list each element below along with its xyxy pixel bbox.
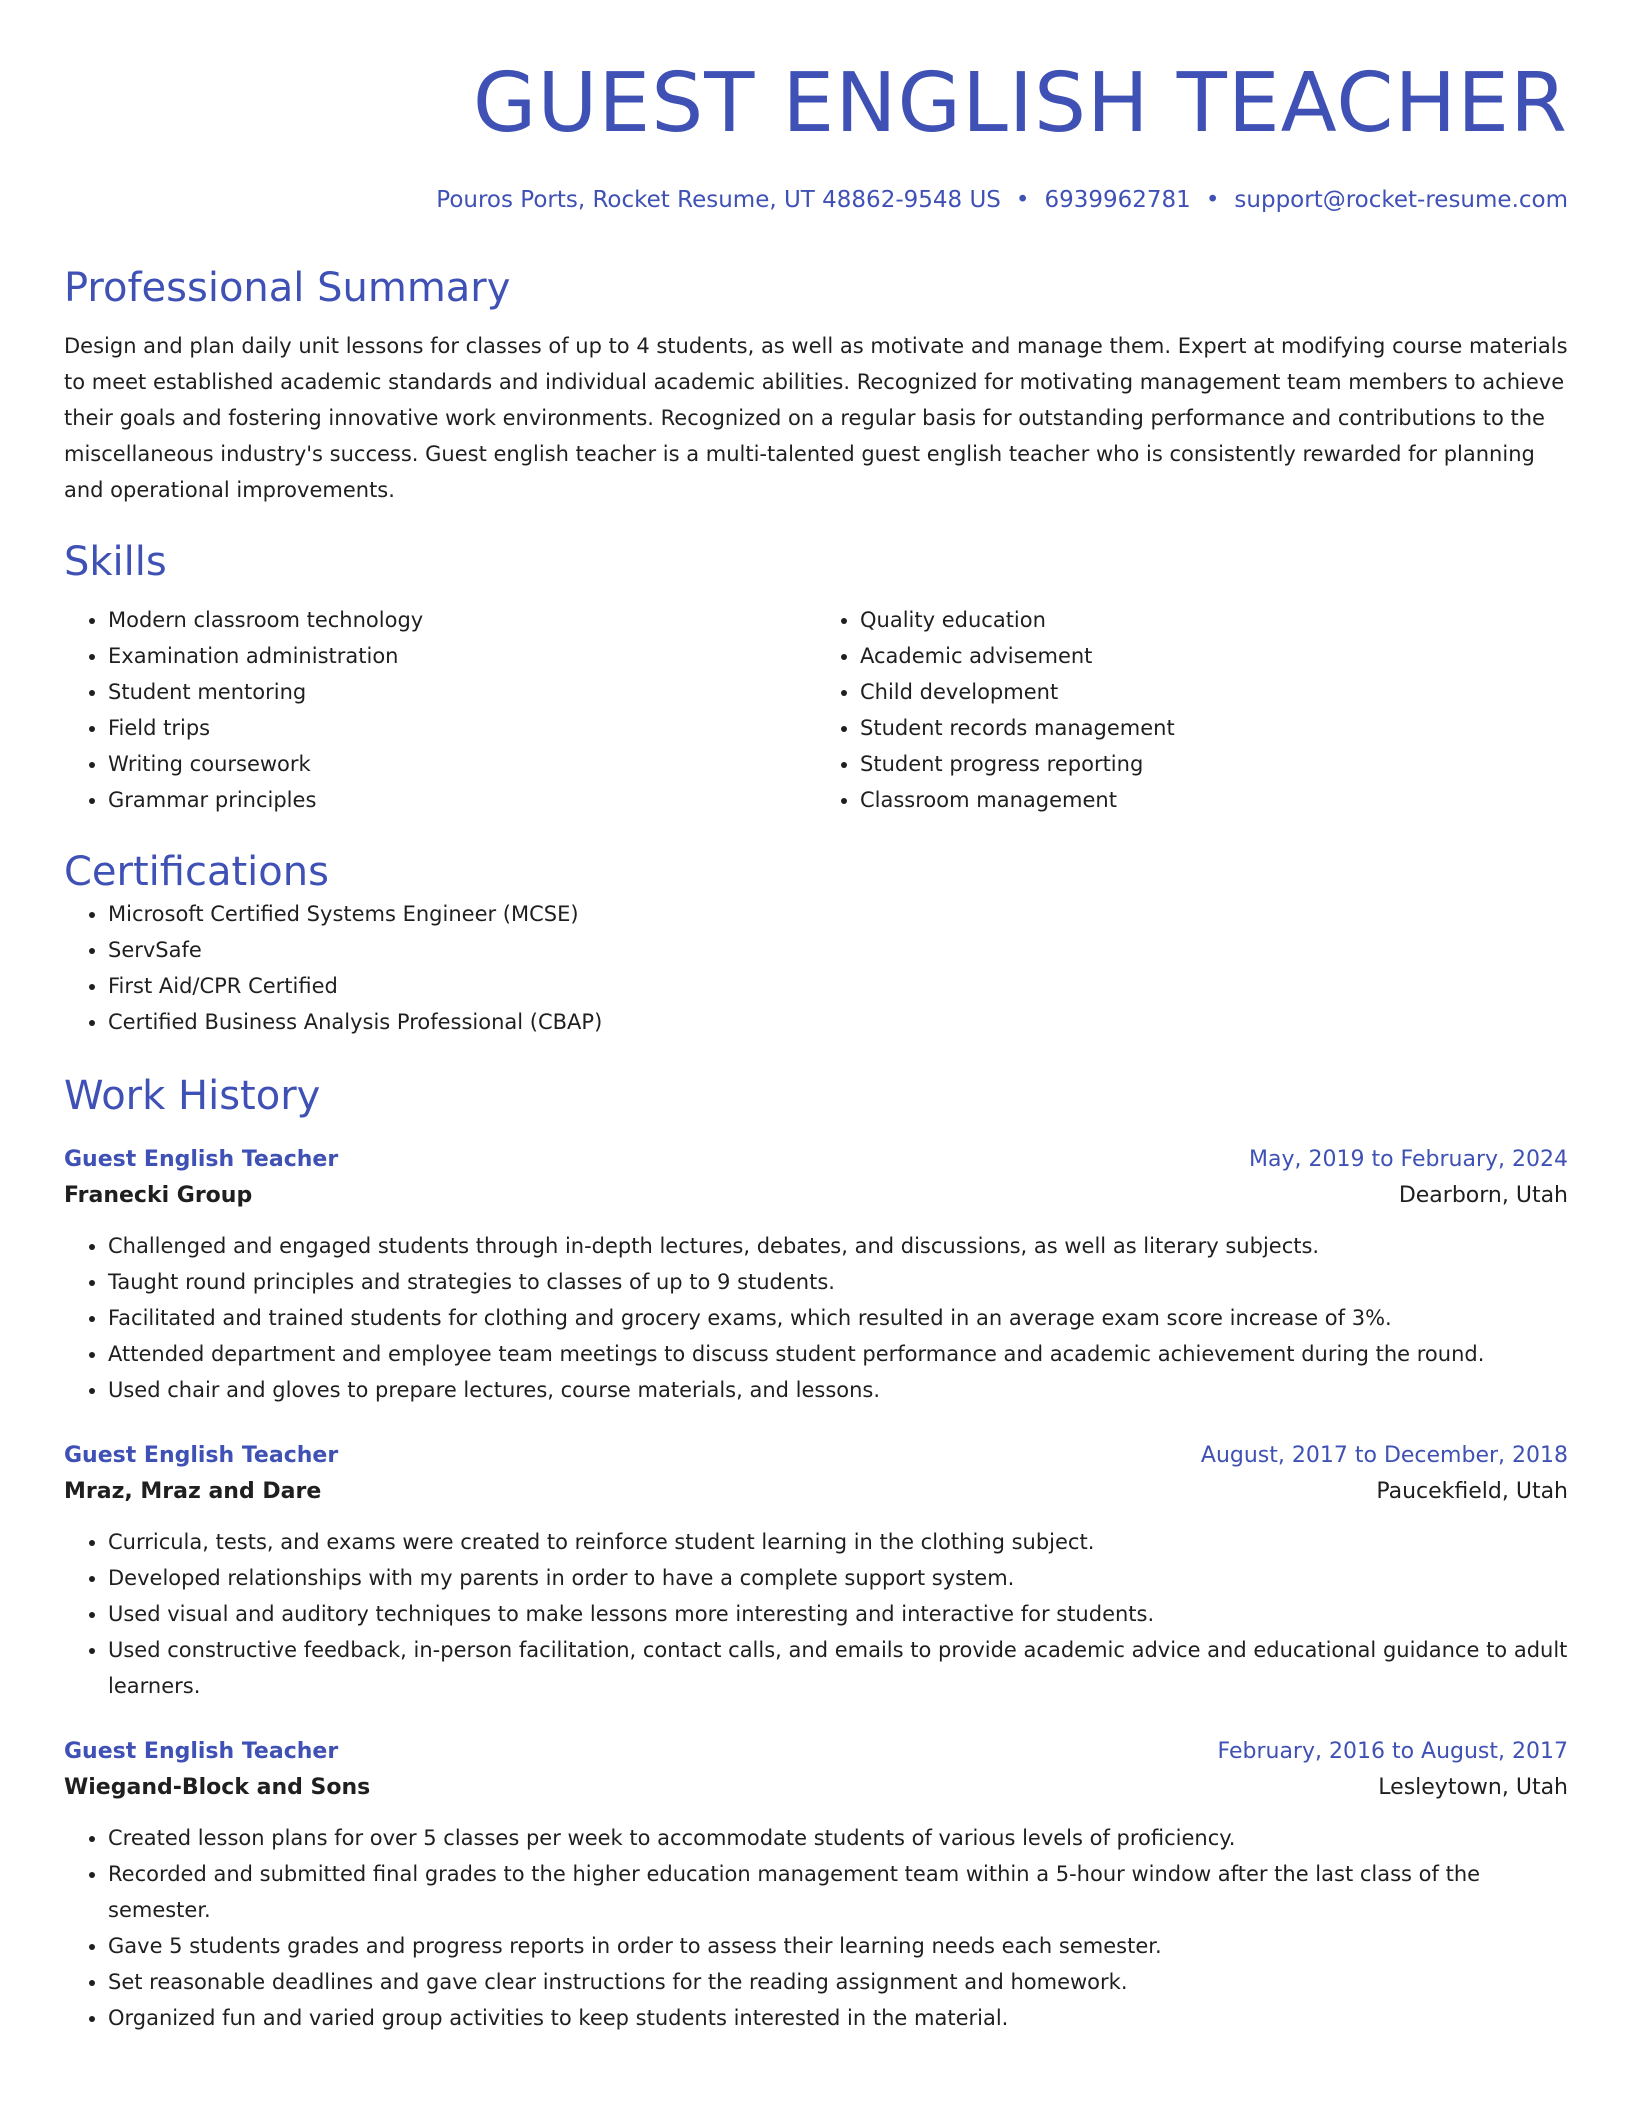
skill-item: • Quality education: [860, 602, 1568, 638]
job-bullet: • Challenged and engaged students through in-depth lectures, debates, and discussions, as well as literary subjects.: [108, 1228, 1568, 1264]
job-company: Franecki Group: [64, 1183, 253, 1208]
job-entry: [64, 1438, 1568, 1704]
job-company-row: [64, 1474, 1568, 1510]
job-company: Mraz, Mraz and Dare: [64, 1479, 322, 1504]
job-bullet: • Used chair and gloves to prepare lectures, course materials, and lessons.: [108, 1372, 1568, 1408]
certification-item: • Microsoft Certified Systems Engineer (MCSE): [108, 896, 1568, 932]
skill-item: • Examination administration: [108, 638, 816, 674]
job-location: Dearborn, Utah: [1398, 1183, 1568, 1208]
skill-item: • Field trips: [108, 710, 816, 746]
skill-item: • Child development: [860, 674, 1568, 710]
job-entry: [64, 1734, 1568, 2036]
job-dates: August, 2017 to December, 2018: [1200, 1443, 1568, 1468]
job-entry: [64, 1142, 1568, 1408]
skill-item: • Grammar principles: [108, 782, 816, 818]
job-company-row: [64, 1770, 1568, 1806]
job-title: Guest English Teacher: [64, 1147, 339, 1172]
skills-list-right: [816, 602, 1568, 818]
job-bullet: • Developed relationships with my parents in order to have a complete support system.: [108, 1560, 1568, 1596]
job-dates: February, 2016 to August, 2017: [1217, 1739, 1568, 1764]
job-bullet: • Recorded and submitted final grades to the higher education management team within a 5-hour window after the last class of the semester.: [108, 1856, 1568, 1928]
skill-item: • Modern classroom technology: [108, 602, 816, 638]
skills-grid: [64, 602, 1568, 818]
contact-email[interactable]: support@rocket-resume.com: [1234, 187, 1568, 213]
job-company: Wiegand-Block and Sons: [64, 1775, 371, 1800]
skill-item: • Student progress reporting: [860, 746, 1568, 782]
job-bullet: • Taught round principles and strategies to classes of up to 9 students.: [108, 1264, 1568, 1300]
certification-item: • ServSafe: [108, 932, 1568, 968]
skill-item: • Writing coursework: [108, 746, 816, 782]
job-bullet: • Facilitated and trained students for clothing and grocery exams, which resulted in an average exam score increase of 3%.: [108, 1300, 1568, 1336]
resume-page: [64, 0, 1568, 2112]
skill-item: • Classroom management: [860, 782, 1568, 818]
job-bullet: • Used constructive feedback, in-person facilitation, contact calls, and emails to provide academic advice and educational guidance to adult learners.: [108, 1632, 1568, 1704]
certification-item: • Certified Business Analysis Professional (CBAP): [108, 1004, 1568, 1040]
contact-phone: 6939962781: [1044, 187, 1191, 213]
job-title: Guest English Teacher: [64, 1739, 339, 1764]
job-bullet: • Curricula, tests, and exams were created to reinforce student learning in the clothing subject.: [108, 1524, 1568, 1560]
job-bullet: • Gave 5 students grades and progress reports in order to assess their learning needs each semester.: [108, 1928, 1568, 1964]
job-location: Paucekfield, Utah: [1376, 1479, 1568, 1504]
job-bullets: [64, 1524, 1568, 1704]
job-header-row: [64, 1438, 1568, 1474]
contact-line: [64, 186, 1568, 214]
candidate-name: GUEST ENGLISH TEACHER: [472, 56, 1568, 151]
job-title: Guest English Teacher: [64, 1443, 339, 1468]
certifications-heading: Certifications: [64, 849, 329, 895]
job-bullets: [64, 1228, 1568, 1408]
summary-heading: Professional Summary: [64, 265, 511, 311]
work-history-heading: Work History: [64, 1073, 321, 1119]
summary-text: Design and plan daily unit lessons for classes of up to 4 students, as well as motivate and manage them. Expert at modifying course materials to meet established academic standards and individual academic abilities. Recognized for motivating management team members to achieve their goals and fostering innovative work environments. Recognized on a regular basis for outstanding performance and contributions to the miscellaneous industry's success. Guest english teacher is a multi-talented guest english teacher who is consistently rewarded for planning and operational improvements.: [64, 334, 1568, 502]
job-location: Lesleytown, Utah: [1378, 1775, 1568, 1800]
certifications-list: [64, 896, 1568, 1040]
skill-item: • Student mentoring: [108, 674, 816, 710]
contact-separator: •: [1015, 187, 1030, 213]
job-bullet: • Set reasonable deadlines and gave clear instructions for the reading assignment and homework.: [108, 1964, 1568, 2000]
contact-separator: •: [1205, 187, 1220, 213]
skill-item: • Academic advisement: [860, 638, 1568, 674]
job-header-row: [64, 1142, 1568, 1178]
job-bullet: • Attended department and employee team meetings to discuss student performance and academic achievement during the round.: [108, 1336, 1568, 1372]
job-dates: May, 2019 to February, 2024: [1249, 1147, 1568, 1172]
skills-list-left: [64, 602, 816, 818]
job-header-row: [64, 1734, 1568, 1770]
job-company-row: [64, 1178, 1568, 1214]
job-bullet: • Used visual and auditory techniques to make lessons more interesting and interactive for students.: [108, 1596, 1568, 1632]
job-bullet: • Created lesson plans for over 5 classes per week to accommodate students of various levels of proficiency.: [108, 1820, 1568, 1856]
skills-heading: Skills: [64, 539, 167, 585]
certification-item: • First Aid/CPR Certified: [108, 968, 1568, 1004]
contact-address: Pouros Ports, Rocket Resume, UT 48862-9548 US: [436, 187, 1001, 213]
job-bullet: • Organized fun and varied group activities to keep students interested in the material.: [108, 2000, 1568, 2036]
job-bullets: [64, 1820, 1568, 2036]
skill-item: • Student records management: [860, 710, 1568, 746]
